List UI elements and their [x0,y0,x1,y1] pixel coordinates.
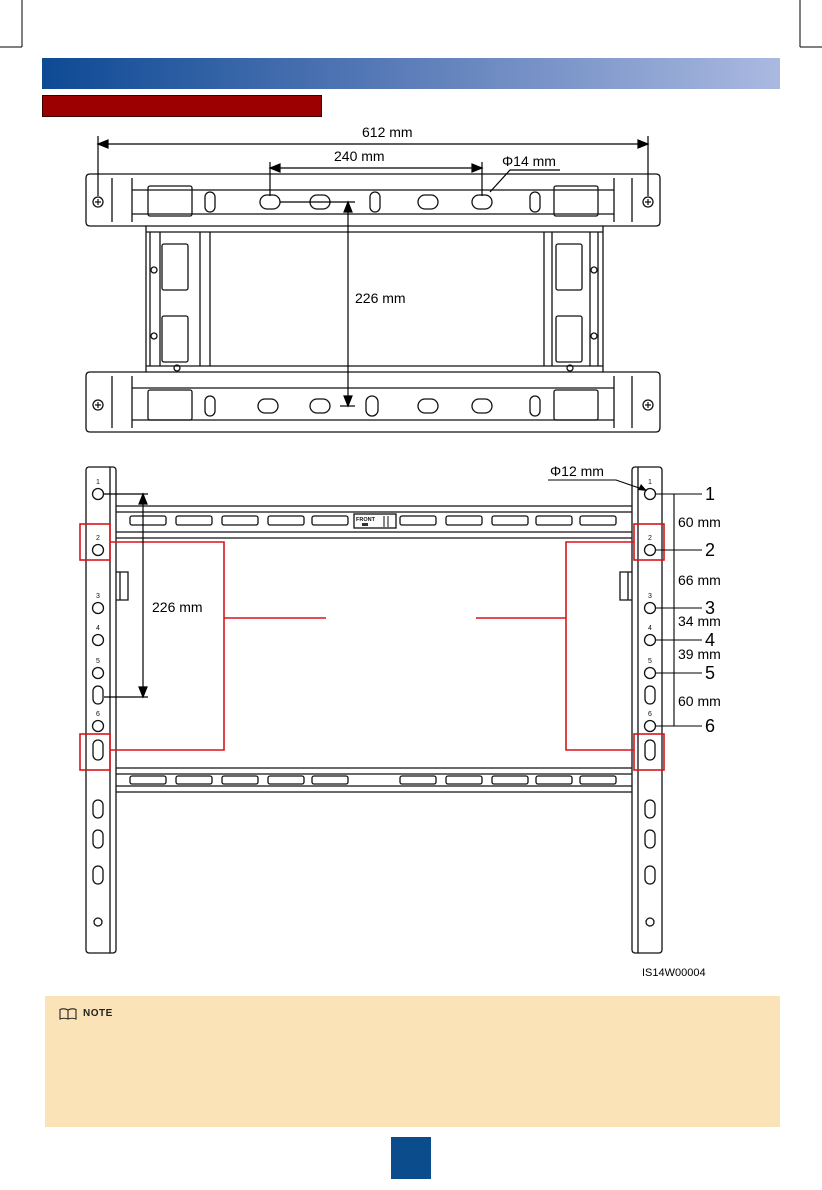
spacing-label: 39 mm [678,646,721,662]
dim-hole-diameter-front: Φ12 mm [550,463,604,479]
front-label: FRONT [356,517,375,523]
spacing-label: 66 mm [678,572,721,588]
spacing-label: 60 mm [678,693,721,709]
dim-width-label: 612 mm [362,124,413,140]
note-label: NOTE [83,1008,113,1019]
hole-number-right: 2 [648,535,652,542]
figure-id: IS14W00004 [642,967,706,979]
callout-4: 4 [705,630,716,650]
callout-3: 3 [705,598,716,618]
hole-number-right: 5 [648,658,652,665]
hole-number-right: 1 [648,479,652,486]
hole-number-left: 2 [96,535,100,542]
callout-5: 5 [705,663,716,683]
callout-1: 1 [705,484,716,504]
spacing-label: 34 mm [678,613,721,629]
book-icon [59,1008,77,1020]
hole-number-right: 6 [648,711,652,718]
note-box [45,996,780,1127]
hole-number-left: 3 [96,593,100,600]
hole-number-left: 5 [96,658,100,665]
page-number-badge [391,1137,431,1179]
spacing-label: 60 mm [678,514,721,530]
dim-hole-spacing-label: 240 mm [334,148,385,164]
callout-6: 6 [705,716,716,736]
dim-height-label-front: 226 mm [152,599,203,615]
dim-hole-diameter-label: Φ14 mm [502,153,556,169]
hole-number-right: 4 [648,625,652,632]
hole-number-right: 3 [648,593,652,600]
callout-2: 2 [705,540,716,560]
dim-height-label: 226 mm [355,290,406,306]
hole-number-left: 6 [96,711,100,718]
hole-number-left: 4 [96,625,100,632]
hole-number-left: 1 [96,479,100,486]
